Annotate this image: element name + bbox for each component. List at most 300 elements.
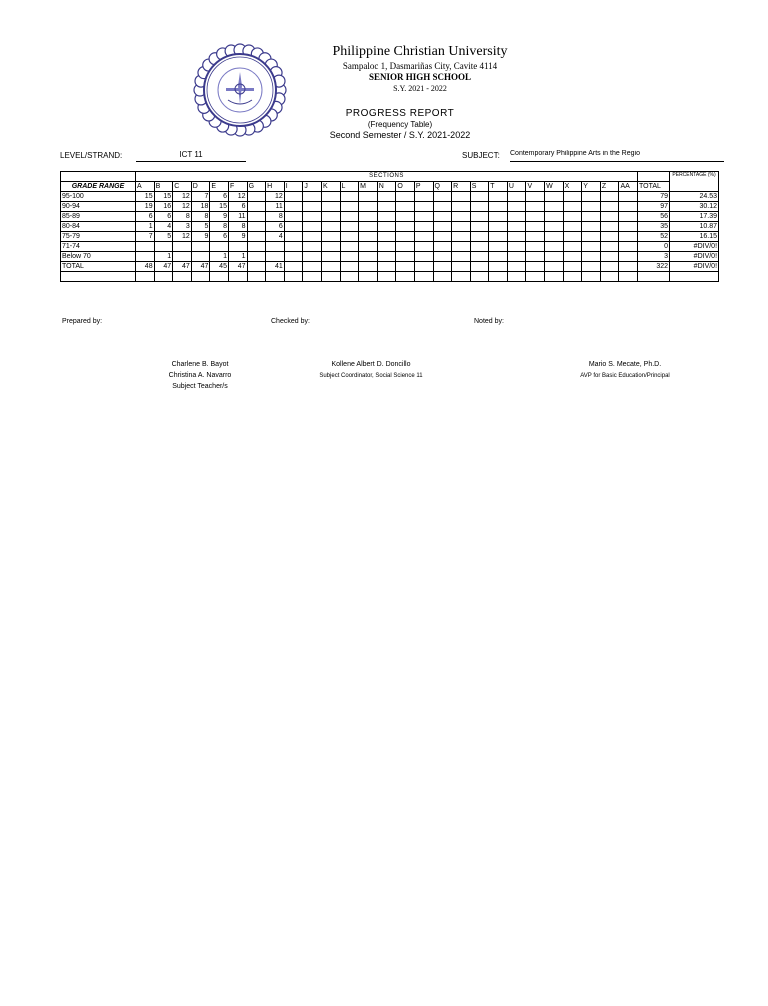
- row-percentage-cell: 16.15: [670, 232, 719, 242]
- section-count-cell: [321, 262, 340, 272]
- section-count-cell: [545, 202, 564, 212]
- section-count-cell: [563, 222, 582, 232]
- section-count-cell: 15: [210, 202, 229, 212]
- row-total-cell: 56: [638, 212, 670, 222]
- section-count-cell: [452, 202, 471, 212]
- section-count-cell: [303, 252, 322, 262]
- subject-value: Contemporary Philippine Arts in the Regio: [510, 150, 724, 162]
- section-count-cell: [377, 192, 396, 202]
- section-count-cell: 1: [154, 252, 173, 262]
- table-row: [61, 242, 719, 252]
- section-count-cell: [321, 202, 340, 212]
- section-count-cell: 3: [173, 222, 192, 232]
- section-count-cell: 6: [210, 232, 229, 242]
- section-count-cell: [470, 192, 489, 202]
- section-header-f: F: [228, 182, 247, 192]
- section-count-cell: [470, 222, 489, 232]
- section-count-cell: [489, 242, 508, 252]
- section-count-cell: [136, 252, 155, 262]
- section-count-cell: [563, 232, 582, 242]
- section-count-cell: [396, 202, 415, 212]
- section-count-cell: [266, 252, 285, 262]
- section-count-cell: [452, 192, 471, 202]
- section-count-cell: [210, 242, 229, 252]
- section-count-cell: [191, 272, 210, 282]
- section-count-cell: [526, 192, 545, 202]
- section-count-cell: [228, 272, 247, 282]
- section-count-cell: [526, 262, 545, 272]
- section-count-cell: [284, 192, 303, 202]
- section-count-cell: [359, 202, 378, 212]
- section-count-cell: [433, 202, 452, 212]
- section-count-cell: [600, 252, 619, 262]
- section-count-cell: [526, 222, 545, 232]
- section-count-cell: 9: [228, 232, 247, 242]
- section-header-c: C: [173, 182, 192, 192]
- section-count-cell: [619, 192, 638, 202]
- section-count-cell: [173, 272, 192, 282]
- section-count-cell: [452, 222, 471, 232]
- section-count-cell: [582, 202, 601, 212]
- section-count-cell: [396, 232, 415, 242]
- section-count-cell: [433, 192, 452, 202]
- section-count-cell: 9: [210, 212, 229, 222]
- section-count-cell: [359, 192, 378, 202]
- section-count-cell: [452, 252, 471, 262]
- section-count-cell: [526, 202, 545, 212]
- section-count-cell: [582, 212, 601, 222]
- section-count-cell: [489, 202, 508, 212]
- section-count-cell: 6: [154, 212, 173, 222]
- prepared-by-label: Prepared by:: [62, 318, 103, 325]
- table-header-row: [61, 172, 719, 182]
- section-count-cell: [359, 242, 378, 252]
- section-count-cell: [303, 192, 322, 202]
- section-header-aa: AA: [619, 182, 638, 192]
- table-row: [61, 202, 719, 212]
- section-count-cell: [489, 272, 508, 282]
- section-header-o: O: [396, 182, 415, 192]
- section-count-cell: [396, 262, 415, 272]
- row-total-cell: 97: [638, 202, 670, 212]
- section-count-cell: [600, 192, 619, 202]
- section-count-cell: [191, 242, 210, 252]
- section-count-cell: [191, 252, 210, 262]
- report-subtitle: (Frequency Table): [367, 120, 433, 129]
- section-count-cell: [545, 262, 564, 272]
- grade-range-cell: 85-89: [61, 212, 136, 222]
- section-count-cell: [600, 232, 619, 242]
- section-header-n: N: [377, 182, 396, 192]
- section-count-cell: [247, 242, 266, 252]
- section-count-cell: [582, 232, 601, 242]
- section-count-cell: [470, 252, 489, 262]
- section-count-cell: [247, 192, 266, 202]
- section-count-cell: [433, 252, 452, 262]
- section-count-cell: [377, 212, 396, 222]
- teacher-name-1: Charlene B. Bayot: [171, 361, 229, 368]
- section-count-cell: [452, 232, 471, 242]
- row-percentage-cell: 10.87: [670, 222, 719, 232]
- grade-range-cell: 80-84: [61, 222, 136, 232]
- level-strand-label: LEVEL/STRAND:: [60, 151, 123, 160]
- section-count-cell: [377, 222, 396, 232]
- section-count-cell: [173, 242, 192, 252]
- university-name: Philippine Christian University: [332, 44, 508, 59]
- section-count-cell: [414, 242, 433, 252]
- section-count-cell: 8: [173, 212, 192, 222]
- row-percentage-cell: 17.39: [670, 212, 719, 222]
- grade-range-cell: TOTAL: [61, 262, 136, 272]
- school-name: SENIOR HIGH SCHOOL: [368, 72, 472, 82]
- section-count-cell: [414, 202, 433, 212]
- section-count-cell: [247, 252, 266, 262]
- section-count-cell: [359, 232, 378, 242]
- section-header-g: G: [247, 182, 266, 192]
- section-count-cell: [433, 232, 452, 242]
- row-percentage-cell: #DIV/0!: [670, 242, 719, 252]
- total-header: TOTAL: [638, 182, 670, 192]
- section-count-cell: [600, 262, 619, 272]
- row-total-cell: 52: [638, 232, 670, 242]
- section-count-cell: [619, 232, 638, 242]
- section-header-y: Y: [582, 182, 601, 192]
- section-count-cell: [173, 252, 192, 262]
- section-count-cell: [154, 272, 173, 282]
- section-count-cell: [433, 262, 452, 272]
- section-count-cell: [452, 262, 471, 272]
- section-count-cell: [247, 272, 266, 282]
- section-count-cell: [303, 242, 322, 252]
- section-count-cell: [433, 222, 452, 232]
- section-count-cell: [582, 252, 601, 262]
- section-count-cell: [600, 242, 619, 252]
- section-count-cell: [414, 192, 433, 202]
- section-count-cell: [303, 232, 322, 242]
- teacher-role: Subject Teacher/s: [172, 383, 228, 390]
- section-count-cell: 8: [191, 212, 210, 222]
- table-header-row: [61, 182, 719, 192]
- section-count-cell: [619, 202, 638, 212]
- row-percentage-cell: 24.53: [670, 192, 719, 202]
- subject-label: SUBJECT:: [462, 151, 500, 160]
- coordinator-name: Kollene Albert D. Doncillo: [331, 361, 411, 368]
- section-count-cell: [321, 252, 340, 262]
- section-count-cell: 48: [136, 262, 155, 272]
- section-count-cell: [507, 252, 526, 262]
- section-count-cell: 1: [136, 222, 155, 232]
- section-count-cell: [396, 192, 415, 202]
- section-header-v: V: [526, 182, 545, 192]
- checked-by-label: Checked by:: [271, 318, 310, 325]
- section-count-cell: 18: [191, 202, 210, 212]
- section-header-a: A: [136, 182, 155, 192]
- section-count-cell: 12: [228, 192, 247, 202]
- section-count-cell: [619, 242, 638, 252]
- section-count-cell: [619, 272, 638, 282]
- section-count-cell: [359, 222, 378, 232]
- section-count-cell: [470, 242, 489, 252]
- section-count-cell: [507, 262, 526, 272]
- section-header-r: R: [452, 182, 471, 192]
- section-count-cell: [507, 272, 526, 282]
- section-count-cell: [340, 202, 359, 212]
- section-count-cell: [321, 242, 340, 252]
- section-count-cell: [600, 212, 619, 222]
- section-count-cell: [321, 212, 340, 222]
- section-count-cell: [154, 242, 173, 252]
- section-count-cell: [582, 272, 601, 282]
- section-count-cell: [414, 232, 433, 242]
- total-header-blank: [638, 172, 670, 182]
- section-count-cell: [359, 252, 378, 262]
- section-count-cell: [396, 252, 415, 262]
- section-count-cell: [563, 202, 582, 212]
- section-count-cell: [247, 232, 266, 242]
- section-count-cell: 16: [154, 202, 173, 212]
- section-count-cell: [545, 222, 564, 232]
- section-count-cell: [545, 242, 564, 252]
- section-count-cell: [359, 212, 378, 222]
- section-count-cell: [321, 192, 340, 202]
- section-count-cell: [545, 232, 564, 242]
- grade-range-cell: 90-94: [61, 202, 136, 212]
- row-total-cell: 0: [638, 242, 670, 252]
- section-count-cell: [321, 232, 340, 242]
- section-count-cell: [284, 262, 303, 272]
- section-count-cell: 11: [266, 202, 285, 212]
- grade-range-cell: Below 70: [61, 252, 136, 262]
- section-count-cell: 5: [154, 232, 173, 242]
- section-count-cell: [507, 202, 526, 212]
- section-count-cell: [414, 262, 433, 272]
- section-count-cell: 8: [266, 212, 285, 222]
- table-row: [61, 252, 719, 262]
- section-count-cell: [136, 272, 155, 282]
- section-count-cell: [545, 192, 564, 202]
- section-count-cell: [359, 272, 378, 282]
- section-header-l: L: [340, 182, 359, 192]
- section-count-cell: 19: [136, 202, 155, 212]
- table-row: [61, 192, 719, 202]
- section-count-cell: 4: [266, 232, 285, 242]
- section-count-cell: 47: [173, 262, 192, 272]
- section-count-cell: [433, 212, 452, 222]
- section-count-cell: [284, 212, 303, 222]
- section-count-cell: [284, 202, 303, 212]
- section-count-cell: [600, 222, 619, 232]
- section-count-cell: [452, 242, 471, 252]
- section-count-cell: 47: [228, 262, 247, 272]
- section-count-cell: [526, 272, 545, 282]
- section-count-cell: [377, 272, 396, 282]
- section-header-e: E: [210, 182, 229, 192]
- sections-header: SECTIONS: [136, 172, 638, 182]
- section-count-cell: [489, 192, 508, 202]
- section-count-cell: 5: [191, 222, 210, 232]
- section-count-cell: 11: [228, 212, 247, 222]
- header-blank-cell: [61, 172, 136, 182]
- teacher-name-2: Christina A. Navarro: [168, 372, 232, 379]
- section-count-cell: [284, 272, 303, 282]
- section-count-cell: [563, 242, 582, 252]
- row-total-cell: [638, 272, 670, 282]
- section-count-cell: [396, 272, 415, 282]
- grade-range-header: GRADE RANGE: [61, 182, 136, 192]
- section-count-cell: [284, 242, 303, 252]
- section-count-cell: [377, 242, 396, 252]
- table-row: [61, 222, 719, 232]
- section-count-cell: 7: [136, 232, 155, 242]
- section-count-cell: 41: [266, 262, 285, 272]
- section-count-cell: 8: [210, 222, 229, 232]
- section-count-cell: [414, 252, 433, 262]
- table-row: [61, 212, 719, 222]
- section-count-cell: [619, 222, 638, 232]
- section-count-cell: 1: [210, 252, 229, 262]
- section-count-cell: [507, 222, 526, 232]
- grade-range-cell: 75-79: [61, 232, 136, 242]
- section-header-k: K: [321, 182, 340, 192]
- section-count-cell: [284, 232, 303, 242]
- section-count-cell: [396, 212, 415, 222]
- section-count-cell: [489, 232, 508, 242]
- section-count-cell: [377, 262, 396, 272]
- row-total-cell: 79: [638, 192, 670, 202]
- section-count-cell: [266, 272, 285, 282]
- frequency-table: [60, 171, 719, 282]
- section-count-cell: [470, 202, 489, 212]
- section-count-cell: [563, 212, 582, 222]
- grade-range-cell: [61, 272, 136, 282]
- section-count-cell: [210, 272, 229, 282]
- section-header-j: J: [303, 182, 322, 192]
- section-count-cell: [507, 232, 526, 242]
- section-count-cell: [526, 232, 545, 242]
- section-count-cell: 12: [173, 202, 192, 212]
- section-header-p: P: [414, 182, 433, 192]
- section-header-x: X: [563, 182, 582, 192]
- section-count-cell: 1: [228, 252, 247, 262]
- section-count-cell: [619, 262, 638, 272]
- level-strand-value: ICT 11: [136, 150, 246, 162]
- section-header-s: S: [470, 182, 489, 192]
- table-row: [61, 272, 719, 282]
- section-count-cell: [452, 212, 471, 222]
- section-header-t: T: [489, 182, 508, 192]
- section-count-cell: 6: [228, 202, 247, 212]
- section-count-cell: [470, 272, 489, 282]
- section-count-cell: [526, 212, 545, 222]
- section-count-cell: [303, 222, 322, 232]
- section-count-cell: 12: [266, 192, 285, 202]
- coordinator-role: Subject Coordinator, Social Science 11: [319, 373, 423, 379]
- section-count-cell: 12: [173, 192, 192, 202]
- section-count-cell: [470, 262, 489, 272]
- percentage-header: PERCENTAGE (%): [670, 172, 719, 192]
- section-count-cell: [507, 192, 526, 202]
- section-count-cell: [563, 262, 582, 272]
- section-count-cell: [303, 212, 322, 222]
- section-count-cell: 12: [173, 232, 192, 242]
- section-count-cell: [619, 252, 638, 262]
- section-count-cell: 7: [191, 192, 210, 202]
- section-count-cell: [433, 272, 452, 282]
- section-count-cell: 8: [228, 222, 247, 232]
- section-count-cell: [563, 192, 582, 202]
- section-count-cell: 47: [191, 262, 210, 272]
- principal-name: Mario S. Mecate, Ph.D.: [588, 361, 662, 368]
- section-count-cell: [470, 232, 489, 242]
- section-count-cell: [582, 262, 601, 272]
- section-count-cell: [303, 272, 322, 282]
- section-count-cell: [136, 242, 155, 252]
- section-count-cell: [489, 262, 508, 272]
- section-count-cell: [340, 222, 359, 232]
- section-count-cell: [414, 212, 433, 222]
- section-count-cell: [266, 242, 285, 252]
- section-count-cell: 6: [136, 212, 155, 222]
- section-header-q: Q: [433, 182, 452, 192]
- section-count-cell: [359, 262, 378, 272]
- section-count-cell: [284, 252, 303, 262]
- section-count-cell: [582, 222, 601, 232]
- section-count-cell: 6: [210, 192, 229, 202]
- section-count-cell: [545, 252, 564, 262]
- section-count-cell: [470, 212, 489, 222]
- table-row: [61, 262, 719, 272]
- section-count-cell: 6: [266, 222, 285, 232]
- table-row: [61, 232, 719, 242]
- section-count-cell: [396, 242, 415, 252]
- section-count-cell: [377, 232, 396, 242]
- section-count-cell: [526, 242, 545, 252]
- grade-range-cell: 95-100: [61, 192, 136, 202]
- section-count-cell: [489, 252, 508, 262]
- section-count-cell: [433, 242, 452, 252]
- section-count-cell: [414, 222, 433, 232]
- section-count-cell: [582, 192, 601, 202]
- section-count-cell: [303, 202, 322, 212]
- section-count-cell: [321, 222, 340, 232]
- grade-range-cell: 71-74: [61, 242, 136, 252]
- section-count-cell: [247, 262, 266, 272]
- section-count-cell: [545, 212, 564, 222]
- section-count-cell: 47: [154, 262, 173, 272]
- section-count-cell: [340, 192, 359, 202]
- section-count-cell: [563, 252, 582, 262]
- section-count-cell: [489, 222, 508, 232]
- row-total-cell: 35: [638, 222, 670, 232]
- section-count-cell: [340, 272, 359, 282]
- section-count-cell: [247, 222, 266, 232]
- row-percentage-cell: [670, 272, 719, 282]
- row-total-cell: 3: [638, 252, 670, 262]
- section-count-cell: [247, 202, 266, 212]
- section-count-cell: [340, 242, 359, 252]
- section-count-cell: [247, 212, 266, 222]
- section-header-b: B: [154, 182, 173, 192]
- section-header-z: Z: [600, 182, 619, 192]
- section-count-cell: [340, 262, 359, 272]
- section-header-h: H: [266, 182, 285, 192]
- report-title: PROGRESS REPORT: [345, 108, 455, 119]
- section-header-d: D: [191, 182, 210, 192]
- principal-role: AVP for Basic Education/Principal: [580, 373, 670, 379]
- section-count-cell: [452, 272, 471, 282]
- section-count-cell: [414, 272, 433, 282]
- section-count-cell: [600, 272, 619, 282]
